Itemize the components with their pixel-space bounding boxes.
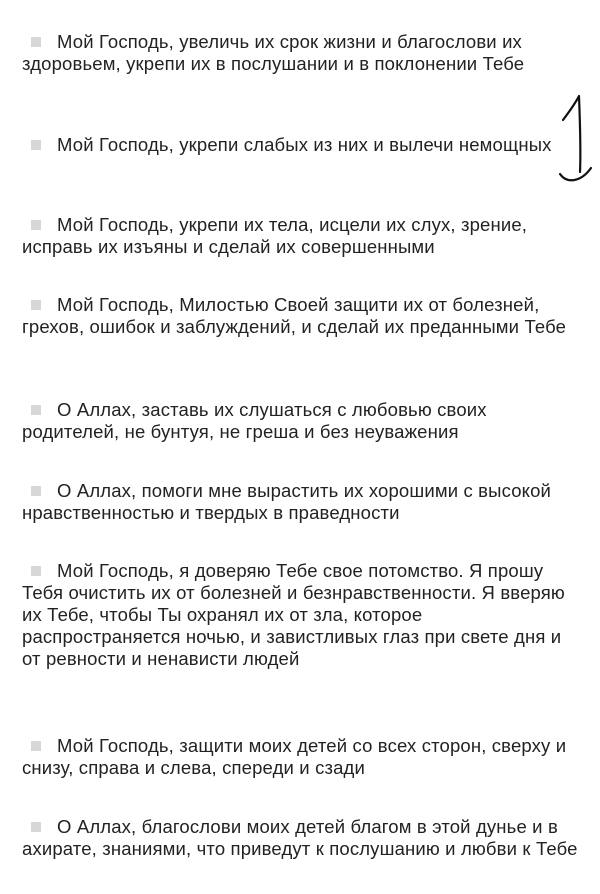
bullet-square-icon [31, 140, 41, 150]
item-text: Мой Господь, укрепи слабых из них и вылечи немощных [57, 134, 552, 155]
list-item [22, 134, 578, 156]
item-text: Мой Господь, увеличь их срок жизни и благослови их здоровьем, укрепи их в послушании и в поклонении Тебе [22, 31, 525, 74]
bullet-square-icon [31, 37, 41, 47]
bullet-square-icon [31, 486, 41, 496]
item-text: Мой Господь, Милостью Своей защити их от болезней, грехов, ошибок и заблуждений, и сделай их преданными Тебе [22, 294, 567, 337]
bullet-square-icon [31, 566, 41, 576]
bullet-square-icon [31, 300, 41, 310]
list-item [22, 214, 578, 258]
item-text: О Аллах, помоги мне вырастить их хорошими с высокой нравственностью и твердых в праведности [22, 480, 552, 523]
list-item [22, 294, 578, 338]
list-item [22, 816, 578, 860]
bullet-square-icon [31, 741, 41, 751]
item-text: Мой Господь, я доверяю Тебе свое потомство. Я прошу Тебя очистить их от болезней и безнравственности. Я вверяю их Тебе, чтобы Ты охранял их от зла, которое распространяется ночью, и завистливых глаз при свете дня и от ревности и ненависти людей [22, 560, 565, 669]
bullet-square-icon [31, 822, 41, 832]
handwritten-number-one [555, 92, 597, 192]
item-text: О Аллах, благослови моих детей благом в этой дунье и в ахирате, знаниями, что приведут к послушанию и любви к Тебе [22, 816, 578, 859]
bullet-square-icon [31, 220, 41, 230]
list-item [22, 31, 578, 75]
item-text: О Аллах, заставь их слушаться с любовью своих родителей, не бунтуя, не греша и без неуважения [22, 399, 487, 442]
item-text: Мой Господь, защити моих детей со всех сторон, сверху и снизу, справа и слева, спереди и сзади [22, 735, 567, 778]
bullet-square-icon [31, 405, 41, 415]
list-item [22, 399, 578, 443]
list-item [22, 480, 578, 524]
item-text: Мой Господь, укрепи их тела, исцели их слух, зрение, исправь их изъяны и сделай их совершенными [22, 214, 528, 257]
list-item [22, 560, 578, 670]
list-item [22, 735, 578, 779]
